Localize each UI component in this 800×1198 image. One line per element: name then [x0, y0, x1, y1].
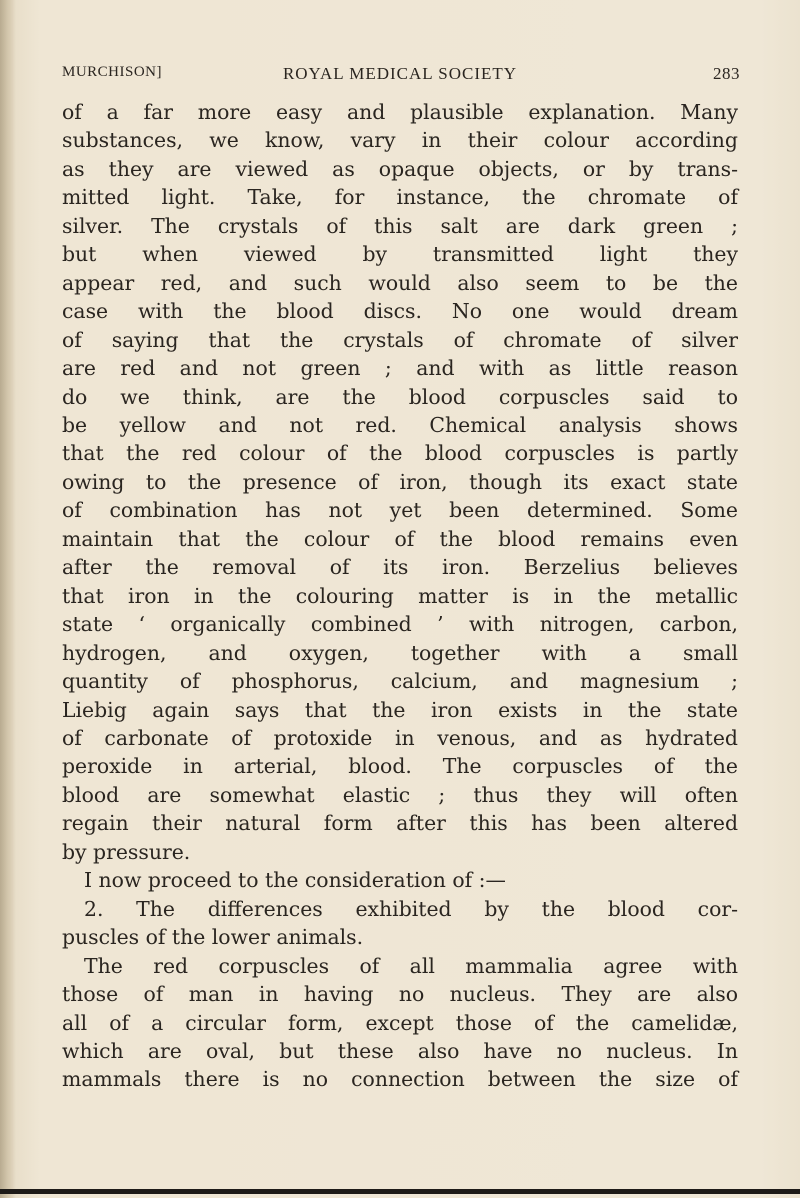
text-line: that iron in the colouring matter is in the metallic [62, 583, 738, 608]
page-number: 283 [713, 64, 740, 83]
text-line: owing to the presence of iron, though its exact state [62, 469, 738, 494]
text-line: appear red, and such would also seem to be the [62, 270, 738, 295]
text-line: peroxide in arterial, blood. The corpuscles of the [62, 754, 738, 779]
text-line: after the removal of its iron. Berzelius believes [62, 555, 738, 580]
text-line: of combination has not yet been determined. Some [62, 498, 738, 523]
text-line: of saying that the crystals of chromate of silver [62, 327, 738, 352]
text-line: which are oval, but these also have no nucleus. In [62, 1038, 738, 1063]
text-line: by pressure. [62, 839, 191, 864]
page-gutter-shadow [0, 0, 16, 1198]
text-line: maintain that the colour of the blood remains even [62, 526, 738, 551]
text-line: are red and not green ; and with as little reason [62, 356, 738, 381]
text-line: silver. The crystals of this salt are dark green ; [62, 213, 738, 238]
text-line: be yellow and not red. Chemical analysis shows [62, 412, 738, 437]
text-line: I now proceed to the consideration of :— [84, 868, 506, 893]
text-line: mitted light. Take, for instance, the chromate of [62, 185, 738, 210]
text-line: Liebig again says that the iron exists in the state [62, 697, 738, 722]
text-line: do we think, are the blood corpuscles said to [62, 384, 738, 409]
text-line: The red corpuscles of all mammalia agree with [84, 953, 738, 978]
text-line: 2. The differences exhibited by the blood cor- [84, 896, 738, 921]
running-head-title: ROYAL MEDICAL SOCIETY [282, 64, 518, 83]
text-line: of a far more easy and plausible explanation. Many [62, 100, 738, 124]
body-text [62, 98, 738, 1094]
text-line: state ‘ organically combined ’ with nitrogen, carbon, [62, 612, 738, 637]
text-line: substances, we know, vary in their colour according [62, 128, 738, 153]
text-line: blood are somewhat elastic ; thus they will often [62, 782, 738, 807]
running-head [60, 64, 740, 88]
text-line: case with the blood discs. No one would dream [62, 299, 738, 324]
text-line: puscles of the lower animals. [62, 925, 364, 950]
text-line: hydrogen, and oxygen, together with a small [62, 640, 738, 665]
text-line: mammals there is no connection between the size of [62, 1067, 738, 1092]
text-line: all of a circular form, except those of the camelidæ, [62, 1010, 738, 1035]
text-line: quantity of phosphorus, calcium, and magnesium ; [62, 669, 738, 694]
text-line: as they are viewed as opaque objects, or by trans- [62, 156, 738, 181]
text-line: regain their natural form after this has been altered [62, 811, 738, 836]
text-line: of carbonate of protoxide in venous, and as hydrated [62, 725, 738, 750]
text-line: but when viewed by transmitted light they [62, 242, 738, 267]
text-line: those of man in having no nucleus. They are also [62, 982, 738, 1007]
text-line: that the red colour of the blood corpuscles is partly [62, 441, 738, 466]
running-head-author: MURCHISON] [62, 64, 163, 80]
scan-edge-bar [0, 1189, 800, 1194]
